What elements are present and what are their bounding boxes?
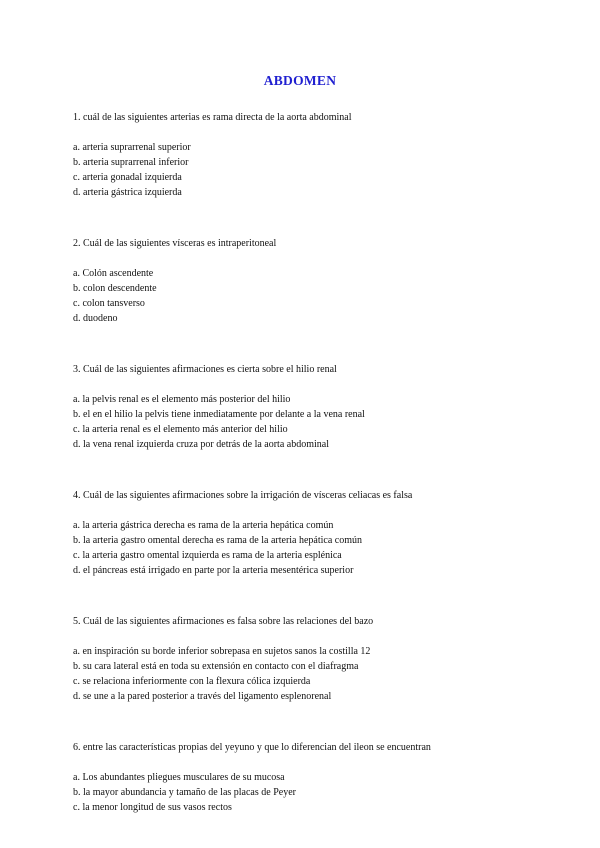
question-1 <box>73 110 543 200</box>
question-text: 3. Cuál de las siguientes afirmaciones es cierta sobre el hilio renal <box>73 364 337 375</box>
answer-option-d: d. la vena renal izquierda cruza por detrás de la aorta abdominal <box>73 439 329 450</box>
answer-option-b: b. la mayor abundancia y tamaño de las placas de Peyer <box>73 787 296 798</box>
question-4 <box>73 488 543 578</box>
question-6 <box>73 740 543 815</box>
answer-option-c: c. la arteria gastro omental izquierda es rama de la arteria esplénica <box>73 550 342 561</box>
answer-option-d: d. duodeno <box>73 313 118 324</box>
question-text: 4. Cuál de las siguientes afirmaciones sobre la irrigación de vísceras celiacas es falsa <box>73 490 413 501</box>
question-5 <box>73 614 543 704</box>
question-text: 1. cuál de las siguientes arterias es rama directa de la aorta abdominal <box>73 112 352 123</box>
answer-option-b: b. colon descendente <box>73 283 157 294</box>
answer-options <box>73 518 543 578</box>
answer-option-a: a. la arteria gástrica derecha es rama de la arteria hepática común <box>73 520 334 531</box>
answer-option-c: c. colon tansverso <box>73 298 145 309</box>
answer-option-b: b. arteria suprarrenal inferior <box>73 157 189 168</box>
document-title: ABDOMEN <box>263 73 337 88</box>
answer-options <box>73 770 543 815</box>
answer-option-a: a. arteria suprarrenal superior <box>73 142 191 153</box>
answer-options <box>73 266 543 326</box>
answer-option-c: c. la arteria renal es el elemento más anterior del hilio <box>73 424 288 435</box>
question-text: 6. entre las características propias del yeyuno y que lo diferencian del ileon se encuentran <box>73 742 431 753</box>
answer-options <box>73 140 543 200</box>
question-2 <box>73 236 543 326</box>
answer-option-b: b. el en el hilio la pelvis tiene inmediatamente por delante a la vena renal <box>73 409 365 420</box>
answer-option-a: a. la pelvis renal es el elemento más posterior del hilio <box>73 394 291 405</box>
answer-option-a: a. Colón ascendente <box>73 268 154 279</box>
question-3 <box>73 362 543 452</box>
answer-option-a: a. Los abundantes pliegues musculares de su mucosa <box>73 772 285 783</box>
answer-option-d: d. el páncreas está irrigado en parte por la arteria mesentérica superior <box>73 565 354 576</box>
answer-option-c: c. la menor longitud de sus vasos rectos <box>73 802 232 813</box>
answer-option-c: c. se relaciona inferiormente con la flexura cólica izquierda <box>73 676 311 687</box>
answer-option-b: b. su cara lateral está en toda su extensión en contacto con el diafragma <box>73 661 359 672</box>
answer-option-d: d. arteria gástrica izquierda <box>73 187 182 198</box>
answer-options <box>73 392 543 452</box>
answer-option-b: b. la arteria gastro omental derecha es rama de la arteria hepática común <box>73 535 363 546</box>
answer-option-c: c. arteria gonadal izquierda <box>73 172 182 183</box>
answer-option-a: a. en inspiración su borde inferior sobrepasa en sujetos sanos la costilla 12 <box>73 646 371 657</box>
question-text: 2. Cuál de las siguientes vísceras es intraperitoneal <box>73 238 277 249</box>
answer-options <box>73 644 543 704</box>
question-text: 5. Cuál de las siguientes afirmaciones es falsa sobre las relaciones del bazo <box>73 616 374 627</box>
answer-option-d: d. se une a la pared posterior a través del ligamento esplenorenal <box>73 691 332 702</box>
question-list <box>73 110 543 815</box>
